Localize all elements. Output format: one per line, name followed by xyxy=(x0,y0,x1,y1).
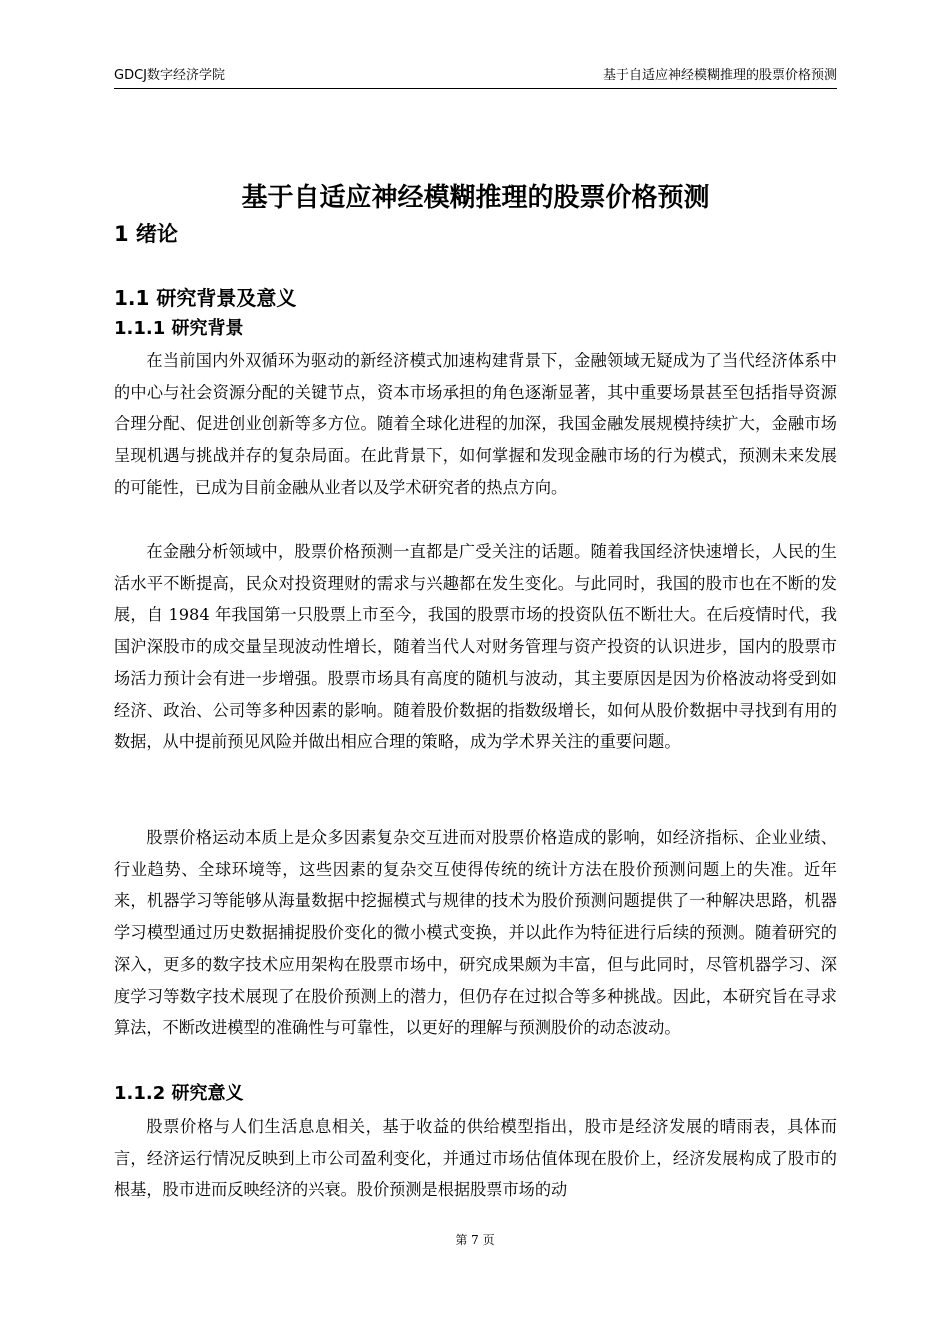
page-number: 第 7 页 xyxy=(455,1233,495,1247)
paragraph-background-1: 在当前国内外双循环为驱动的新经济模式加速构建背景下，金融领域无疑成为了当代经济体系中的中心与社会资源分配的关键节点，资本市场承担的角色逐渐显著，其中重要场景甚至包括指导资源合理分配、促进创业创新等多方位。随着全球化进程的加深，我国金融发展规模持续扩大，金融市场呈现机遇与挑战并存的复杂局面。在此背景下，如何掌握和发现金融市场的行为模式，预测未来发展的可能性，已成为目前金融从业者以及学术研究者的热点方向。 xyxy=(114,351,837,497)
subsection-heading-1-1-1: 1.1.1 研究背景 xyxy=(114,318,244,339)
header-institution: GDCJ数字经济学院 xyxy=(114,68,225,83)
paragraph-significance-1: 股票价格与人们生活息息相关，基于收益的供给模型指出，股市是经济发展的晴雨表，具体而言，经济运行情况反映到上市公司盈利变化，并通过市场估值体现在股价上，经济发展构成了股市的根基，股市进而反映经济的兴衰。股价预测是根据股票市场的动 xyxy=(114,1117,837,1200)
subsection-heading-1-1-2: 1.1.2 研究意义 xyxy=(114,1083,244,1104)
chapter-heading: 1 绪论 xyxy=(114,222,178,246)
header-paper-title: 基于自适应神经模糊推理的股票价格预测 xyxy=(602,68,837,83)
running-header xyxy=(114,66,837,88)
header-divider xyxy=(114,88,837,89)
document-title: 基于自适应神经模糊推理的股票价格预测 xyxy=(241,183,710,213)
section-heading-1-1: 1.1 研究背景及意义 xyxy=(114,286,297,310)
paragraph-background-2: 在金融分析领域中，股票价格预测一直都是广受关注的话题。随着我国经济快速增长，人民的生活水平不断提高，民众对投资理财的需求与兴趣都在发生变化。与此同时，我国的股市也在不断的发展，自 1984 年我国第一只股票上市至今，我国的股票市场的投资队伍不断壮大。在后疫情时代，我国沪深股市的成交量呈现波动性增长，随着当代人对财务管理与资产投资的认识进步，国内的股票市场活力预计会有进一步增强。股票市场具有高度的随机与波动，其主要原因是因为价格波动将受到如经济、政治、公司等多种因素的影响。随着股价数据的指数级增长，如何从股价数据中寻找到有用的数据，从中提前预见风险并做出相应合理的策略，成为学术界关注的重要问题。 xyxy=(114,542,837,752)
paragraph-background-3: 股票价格运动本质上是众多因素复杂交互进而对股票价格造成的影响，如经济指标、企业业绩、行业趋势、全球环境等，这些因素的复杂交互使得传统的统计方法在股价预测问题上的失准。近年来，机器学习等能够从海量数据中挖掘模式与规律的技术为股价预测问题提供了一种解决思路，机器学习模型通过历史数据捕捉股价变化的微小模式变换，并以此作为特征进行后续的预测。随着研究的深入，更多的数字技术应用架构在股票市场中，研究成果颇为丰富，但与此同时，尽管机器学习、深度学习等数字技术展现了在股价预测上的潜力，但仍存在过拟合等多种挑战。因此，本研究旨在寻求算法，不断改进模型的准确性与可靠性，以更好的理解与预测股价的动态波动。 xyxy=(114,828,837,1038)
